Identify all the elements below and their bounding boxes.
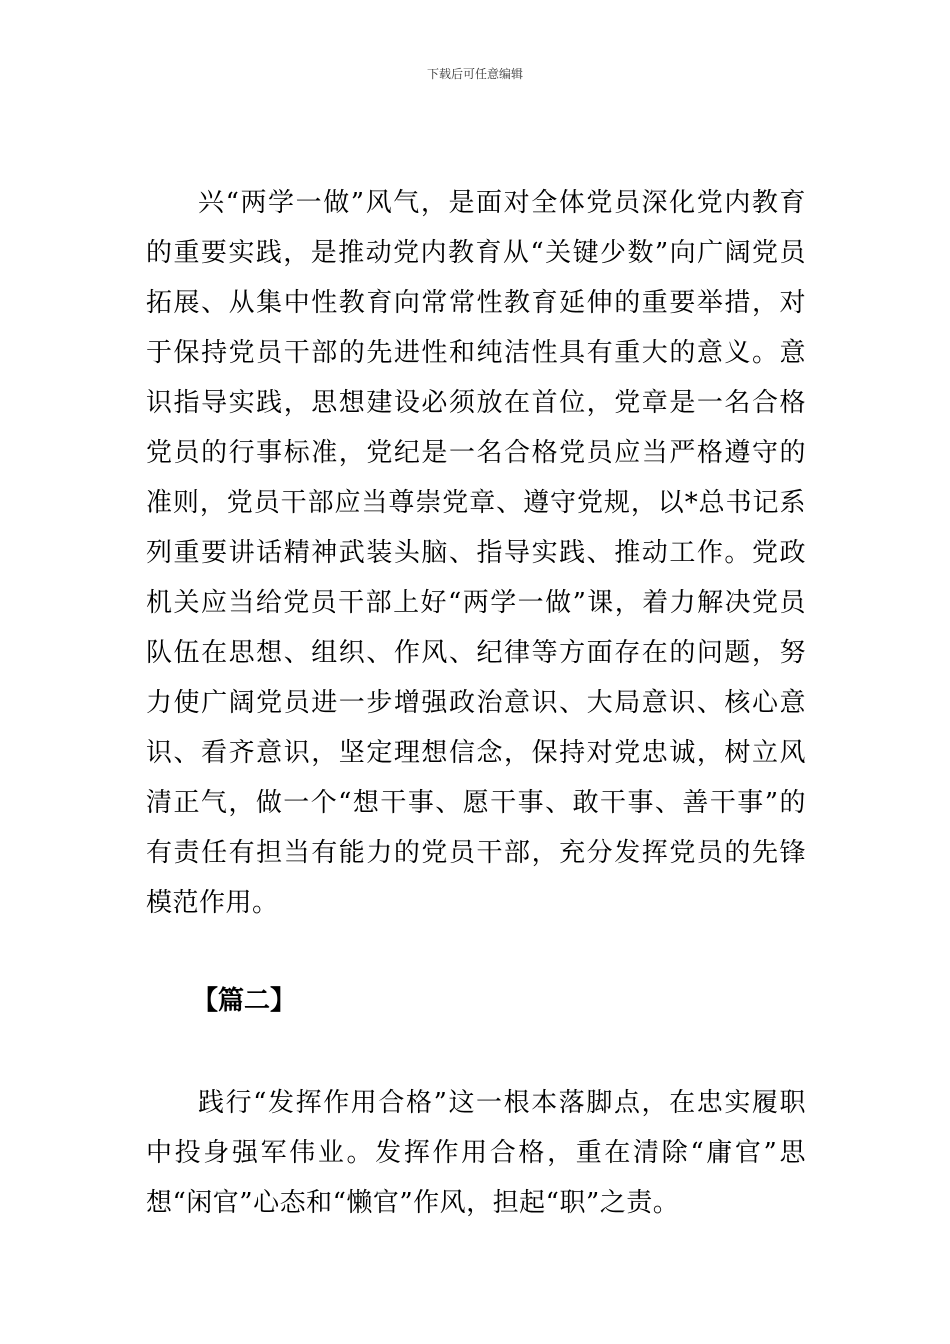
section-heading: 【篇二】 <box>192 986 297 1016</box>
document-body <box>146 178 806 1228</box>
header-note: 下载后可任意编辑 <box>426 67 523 81</box>
paragraph-2: 践行“发挥作用合格”这一根本落脚点，在忠实履职中投身强军伟业。发挥作用合格，重在清除“庸官”思想“闲官”心态和“懒官”作风，担起“职”之责。 <box>146 1088 806 1218</box>
spacer <box>146 928 806 976</box>
paragraph-1: 兴“两学一做”风气，是面对全体党员深化党内教育的重要实践，是推动党内教育从“关键少数”向广阔党员拓展、从集中性教育向常常性教育延伸的重要举措，对于保持党员干部的先进性和纯洁性具有重大的意义。意识指导实践，思想建设必须放在首位，党章是一名合格党员的行事标准，党纪是一名合格党员应当严格遵守的准则，党员干部应当尊崇党章、遵守党规，以*总书记系列重要讲话精神武装头脑、指导实践、推动工作。党政机关应当给党员干部上好“两学一做”课，着力解决党员队伍在思想、组织、作风、纪律等方面存在的问题，努力使广阔党员进一步增强政治意识、大局意识、核心意识、看齐意识，坚定理想信念，保持对党忠诚，树立风清正气，做一个“想干事、愿干事、敢干事、善干事”的有责任有担当有能力的党员干部，充分发挥党员的先锋模范作用。 <box>146 188 806 918</box>
spacer <box>146 1026 806 1078</box>
